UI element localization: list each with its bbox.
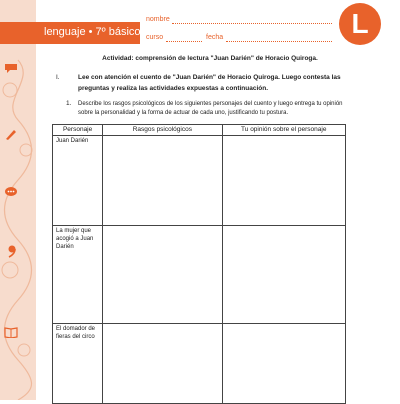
pen-nib-icon	[4, 128, 18, 140]
item-number: 1.	[66, 100, 72, 107]
opinion-cell[interactable]	[222, 136, 346, 226]
section-instructions: Lee con atención el cuento de "Juan Darién" de Horacio Quiroga. Luego contesta las preguntas y realiza las actividades expuestas a continuación.	[78, 74, 341, 92]
subject-logo: L	[339, 3, 381, 45]
comma-icon	[4, 244, 18, 258]
traits-cell[interactable]	[103, 136, 222, 226]
traits-cell[interactable]	[103, 226, 222, 324]
section-number: I.	[56, 74, 60, 81]
header-traits: Rasgos psicológicos	[103, 125, 222, 136]
header-character: Personaje	[53, 125, 103, 136]
characters-table	[52, 124, 346, 404]
date-line[interactable]	[226, 41, 332, 42]
name-label: nombre	[146, 16, 170, 23]
speech-bubble-icon	[4, 62, 18, 74]
header-opinion: Tu opinión sobre el personaje	[222, 125, 346, 136]
date-label: fecha	[206, 34, 224, 41]
swirl-pattern	[0, 0, 36, 400]
name-line[interactable]	[172, 23, 332, 24]
character-cell: La mujer que acogió a Juan Darién	[53, 226, 103, 324]
course-line[interactable]	[166, 41, 202, 42]
character-cell: El domador de fieras del circo	[53, 324, 103, 404]
activity-title: Actividad: comprensión de lectura "Juan Darién" de Horacio Quiroga.	[102, 55, 318, 62]
book-icon	[4, 326, 18, 338]
table-row	[53, 324, 346, 404]
table-row	[53, 226, 346, 324]
opinion-cell[interactable]	[222, 324, 346, 404]
traits-cell[interactable]	[103, 324, 222, 404]
opinion-cell[interactable]	[222, 226, 346, 324]
subject-label: lenguaje • 7º básico	[44, 26, 141, 38]
character-cell: Juan Darién	[53, 136, 103, 226]
decorative-sidebar	[0, 0, 36, 400]
course-label: curso	[146, 34, 164, 41]
table-header-row	[53, 125, 346, 136]
chat-bubble-icon	[4, 186, 18, 198]
item-instructions: Describe los rasgos psicológicos de los siguientes personajes del cuento y luego entrega tu opinión sobre la personalidad y la forma de actuar de cada uno, justificando tu postura.	[78, 101, 343, 116]
table-row	[53, 136, 346, 226]
